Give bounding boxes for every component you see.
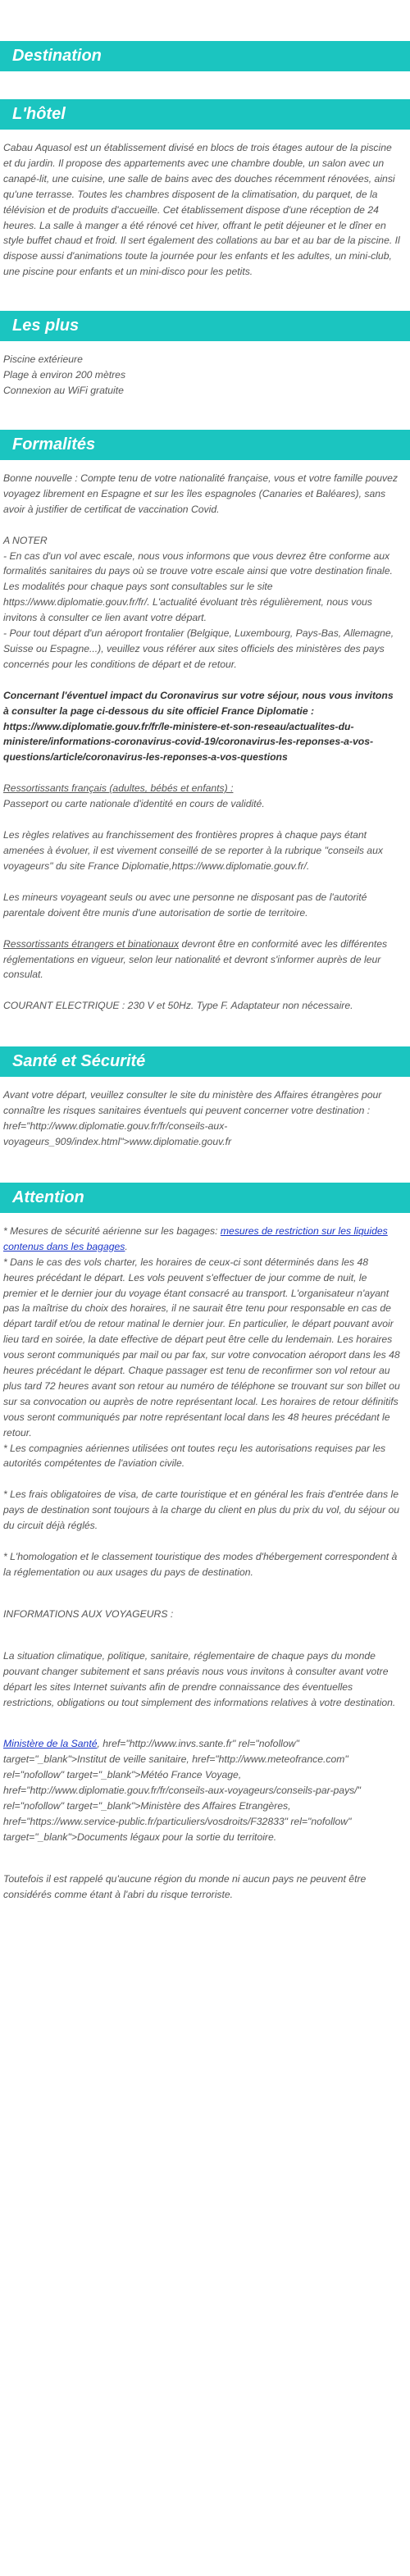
formalites-intro: Bonne nouvelle : Compte tenu de votre nationalité française, vous et votre famille pouvez voyagez librement en Espagne et sur les îles espagnoles (Canaries et Baléares), sans avoir à justifier de certificat de vaccination Covid. <box>3 472 399 515</box>
note-title: A NOTER <box>3 534 48 546</box>
french-nationals-title: Ressortissants français (adultes, bébés et enfants) : <box>3 782 234 795</box>
note-escale: - En cas d'un vol avec escale, nous vous informons que vous devrez être conforme aux formalités sanitaires du pays où se trouve votre escale ainsi que votre destination finale. <box>3 549 393 577</box>
formalites-section <box>0 430 410 1014</box>
plus-list <box>0 352 410 399</box>
foreign-nationals-body: devront être en conformité avec les différentes réglementations en vigueur, selon leur nationalité et devront s'informer auprès de leur consulat. <box>3 937 388 981</box>
health-ministry-link[interactable]: Ministère de la Santé <box>3 1738 98 1750</box>
sante-content <box>0 1087 410 1150</box>
note-frontalier: - Pour tout départ d'un aéroport frontalier (Belgique, Luxembourg, Pays-Bas, Allemagne, Suisse ou Espagne...), veuillez vous référer aux sites officiels des ministères des pays concernés pour les conditions de départ et de retour. <box>3 627 394 670</box>
useful-sites-body: , href="http://www.invs.sante.fr" rel="nofollow" target="_blank">Institut de veille sanitaire, href="http://www.meteofrance.com" rel="nofollow" target="_blank">Météo France Voyage, href="http://www.diplomatie.gouv.fr/fr/conseils-aux-voyageurs/conseils-par-pays/" rel="nofollow" target="_blank">Ministère des Affaires Etrangères, href="https://www.service-public.fr/particuliers/vosdroits/F32833" rel="nofollow" target="_blank">Documents légaux pour la sortie du territoire. <box>3 1738 361 1843</box>
sante-title: Santé et Sécurité <box>0 1046 410 1077</box>
hotel-section <box>0 99 410 280</box>
plus-item: Piscine extérieure <box>3 353 83 366</box>
note-modalites: Les modalités pour chaque pays sont consultables sur le site https://www.diplomatie.gouv.fr/fr/. L'actualité évoluant très régulièrement, nous vous invitons à consulter ce lien avant votre départ. <box>3 581 372 624</box>
sante-text: Avant votre départ, veuillez consulter le site du ministère des Affaires étrangères pour connaître les risques sanitaires éventuels qui peuvent concerner votre destination : href="http://www.diplomatie.gouv.fr/fr/conseils-aux-voyageurs_909/index.html">www.diplomatie.gouv.fr <box>3 1089 382 1147</box>
travellers-info-title: INFORMATIONS AUX VOYAGEURS : <box>3 1607 174 1620</box>
baggage-measures-suffix: . <box>125 1240 128 1252</box>
border-rules-text: Les règles relatives au franchissement des frontières propres à chaque pays étant amenées à évoluer, il est vivement conseillé de se reporter à la rubrique "conseils aux voyageurs" du site France Diplomatie,https://www.diplomatie.gouv.fr/. <box>3 829 383 872</box>
plus-title: Les plus <box>0 311 410 341</box>
plus-item: Plage à environ 200 mètres <box>3 369 126 381</box>
hotel-description: Cabau Aquasol est un établissement divisé en blocs de trois étages autour de la piscine et du jardin. Il propose des appartements avec une chambre double, un salon avec un canapé-lit, une cuisine, une salle de bains avec des douches récemment rénovées, ainsi qu'une terrasse. Toutes les chambres disposent de la climatisation, du parquet, de la télévision et de produits d'accueille. Cet établissement dispose d'une réception de 24 heures. La salle à manger a été rénové cet hiver, offrant le petit déjeuner et le dîner en style buffet chaud et froid. Il sert également des collations au bar et au bar de la piscine. Il dispose aussi d'animations toute la journée pour les enfants et les adultes, un mini-club, une piscine pour enfants et un mini-disco pour les petits. <box>3 142 400 278</box>
formalites-title: Formalités <box>0 430 410 460</box>
attention-title: Attention <box>0 1183 410 1213</box>
plus-section <box>0 311 410 399</box>
plus-item: Connexion au WiFi gratuite <box>3 384 124 396</box>
electric-current: COURANT ELECTRIQUE : 230 V et 50Hz. Type F. Adaptateur non nécessaire. <box>3 1000 353 1012</box>
liquids-restriction-link[interactable]: mesures de restriction sur les liquides contenus dans les bagages <box>3 1224 388 1252</box>
hotel-title: L'hôtel <box>0 99 410 130</box>
french-nationals-text: Passeport ou carte nationale d'identité en cours de validité. <box>3 798 265 810</box>
situation-text: La situation climatique, politique, sanitaire, réglementaire de chaque pays du monde pouvant changer subitement et sans préavis nous vous invitons à consulter avant votre départ les sites Internet suivants afin de prendre connaissance des éventuelles restrictions, obligations ou tout simplement des informations relatives à votre destination. <box>3 1649 396 1708</box>
sante-section <box>0 1046 410 1150</box>
baggage-measures <box>3 1224 400 1255</box>
hotel-content <box>0 140 410 280</box>
attention-content <box>0 1224 410 1903</box>
foreign-nationals-text <box>3 937 400 983</box>
baggage-measures-prefix: * Mesures de sécurité aérienne sur les bagages: <box>3 1224 221 1237</box>
minors-text: Les mineurs voyageant seuls ou avec une personne ne disposant pas de l'autorité parentale doivent être munis d'une autorisation de sortie de territoire. <box>3 891 367 919</box>
airlines-text: * Les compagnies aériennes utilisées ont toutes reçu les autorisations requises par les autorités compétentes de l'aviation civile. <box>3 1442 386 1470</box>
formalites-content <box>0 471 410 1014</box>
useful-sites-text <box>3 1736 400 1844</box>
destination-section <box>0 41 410 71</box>
attention-section <box>0 1183 410 1903</box>
charter-flights-text: * Dans le cas des vols charter, les horaires de ceux-ci sont déterminés dans les 48 heures précédant le départ. Les vols peuvent s'effectuer de jour comme de nuit, le premier et le dernier jour du voyage étant consacré au transport. L'organisateur n'ayant pas la maîtrise du choix des horaires, il ne saurait être tenu pour responsable en cas de départ tardif et/ou de retour matinal le dernier jour. En particulier, le départ pouvant avoir lieu tard en soirée, la date effective de départ peut être celle du lendemain. Les horaires vous seront communiqués par mail ou par fax, sur votre convocation aéroport dans les 48 heures précédant le départ. Chaque passager est tenu de reconfirmer son vol retour au plus tard 72 heures avant son retour au numéro de téléphone se trouvant sur son billet ou sur sa convocation ou auprès de notre représentant local. Les horaires de retour définitifs vous seront communiqués par notre représentant local dans les 48 heures précédant le retour. <box>3 1256 400 1438</box>
homologation-text: * L'homologation et le classement touristique des modes d'hébergement correspondent à la réglementation ou aux usages du pays de destination. <box>3 1551 398 1578</box>
destination-title: Destination <box>0 41 410 71</box>
visa-fees-text: * Les frais obligatoires de visa, de carte touristique et en général les frais d'entrée dans le pays de destination sont toujours à la charge du client en plus du prix du vol, du séjour ou du circuit déjà réglés. <box>3 1489 400 1532</box>
covid-notice: Concernant l'éventuel impact du Coronavirus sur votre séjour, nous vous invitons à consulter la page ci-dessous du site officiel France Diplomatie : https://www.diplomatie.gouv.fr/fr/le-ministere-et-son-reseau/actualites-du-ministere/informations-coronavirus-covid-19/coronavirus-les-reponses-a-vos-questions/article/coronavirus-les-reponses-a-vos-questions <box>3 689 394 764</box>
terrorism-risk-text: Toutefois il est rappelé qu'aucune région du monde ni aucun pays ne peuvent être considérés comme étant à l'abri du risque terroriste. <box>3 1872 367 1900</box>
foreign-nationals-title: Ressortissants étrangers et binationaux <box>3 937 180 950</box>
